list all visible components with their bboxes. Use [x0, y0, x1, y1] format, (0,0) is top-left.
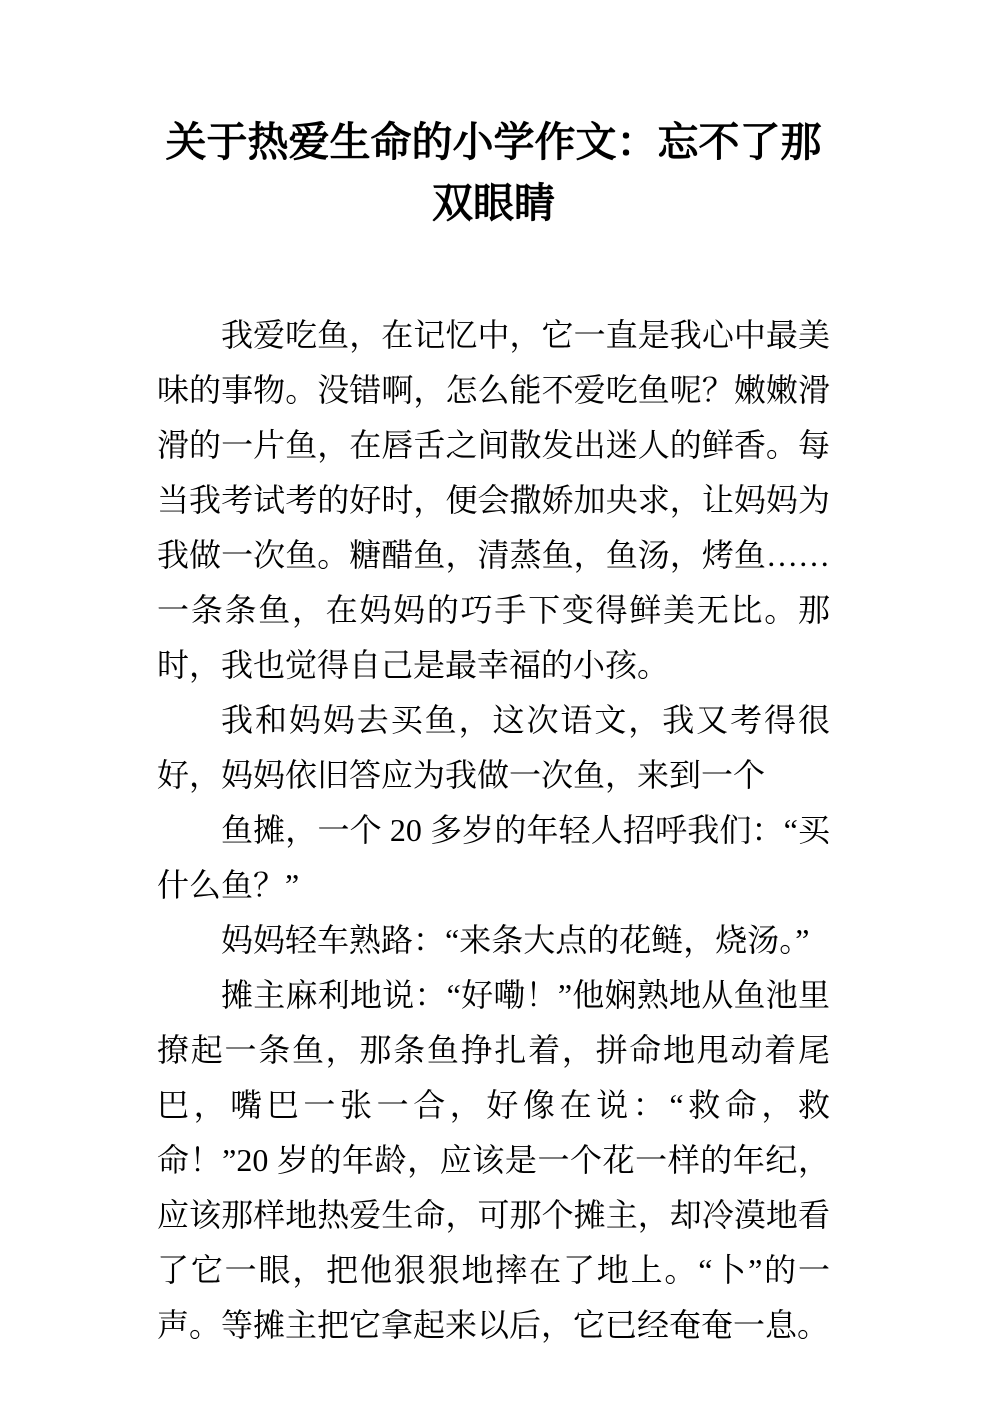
document-body	[157, 308, 830, 1353]
paragraph-5: 摊主麻利地说：“好嘞！”他娴熟地从鱼池里撩起一条鱼，那条鱼挣扎着，拼命地甩动着尾巴，嘴巴一张一合，好像在说：“救命，救命！”20 岁的年龄，应该是一个花一样的年纪，应该那样地热爱生命，可那个摊主，却冷漠地看了它一眼，把他狠狠地摔在了地上。“卜”的一声。等摊主把它拿起来以后，它已经奄奄一息。	[157, 977, 830, 1343]
paragraph-1: 我爱吃鱼，在记忆中，它一直是我心中最美味的事物。没错啊，怎么能不爱吃鱼呢？嫩嫩滑滑的一片鱼，在唇舌之间散发出迷人的鲜香。每当我考试考的好时，便会撒娇加央求，让妈妈为我做一次鱼。糖醋鱼，清蒸鱼，鱼汤，烤鱼……一条条鱼，在妈妈的巧手下变得鲜美无比。那时，我也觉得自己是最幸福的小孩。	[157, 317, 830, 683]
document-title: 关于热爱生命的小学作文：忘不了那双眼睛	[165, 119, 822, 226]
paragraph-2: 我和妈妈去买鱼，这次语文，我又考得很好，妈妈依旧答应为我做一次鱼，来到一个	[157, 702, 830, 793]
paragraph-3: 鱼摊，一个 20 多岁的年轻人招呼我们：“买什么鱼？”	[157, 812, 830, 903]
paragraph-4: 妈妈轻车熟路：“来条大点的花鲢，烧汤。”	[221, 922, 810, 958]
